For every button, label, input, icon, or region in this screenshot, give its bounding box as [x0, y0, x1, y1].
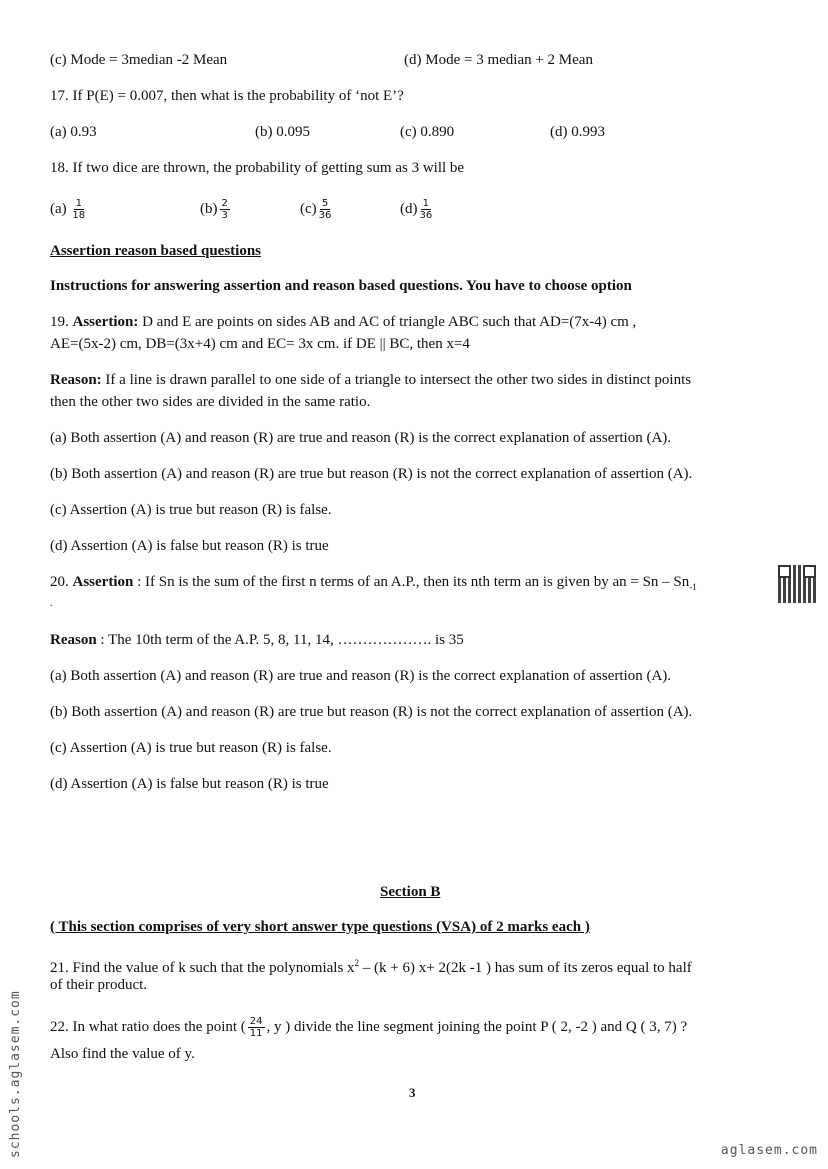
q20-assertion: 20. Assertion : If Sn is the sum of the first n terms of an A.P., then its nth term an is given by an = Sn – $Sn_{-1}$ [50, 574, 697, 592]
ar-instructions: Instructions for answering assertion and reason based questions. You have to choose option [50, 278, 632, 294]
fraction: $\frac{1}{36}$ [419, 198, 433, 221]
q19-assertion-2: AE=(5x-2) cm, DB=(3x+4) cm and EC= 3x cm. if DE || BC, then x=4 [50, 336, 470, 352]
fraction: $\frac{2}{3}$ [221, 198, 228, 221]
q17-option-a: (a) 0.93 [50, 124, 97, 140]
watermark-right: aglasem.com [720, 1143, 818, 1158]
q17-text: 17. If P(E) = 0.007, then what is the probability of ‘not E’? [50, 88, 404, 104]
q17-option-d: (d) 0.993 [550, 124, 605, 140]
q16-option-d: (d) Mode = 3 median + 2 Mean [404, 52, 593, 68]
section-b-subtitle: ( This section comprises of very short answer type questions (VSA) of 2 marks each ) [50, 919, 590, 935]
q20-option-c: (c) Assertion (A) is true but reason (R) is false. [50, 740, 332, 756]
q19-option-d: (d) Assertion (A) is false but reason (R) is true [50, 538, 329, 554]
ar-heading: Assertion reason based questions [50, 243, 262, 259]
fraction: $\frac{1}{18}$ [72, 198, 86, 221]
q18-option-a: (a) $\frac{1}{18}$ [50, 198, 86, 221]
qr-code-icon [778, 565, 816, 603]
q18-option-d: (d) $\frac{1}{36}$ [400, 198, 433, 221]
q19-reason-2: then the other two sides are divided in the same ratio. [50, 394, 371, 410]
page-number: 3 [409, 1085, 416, 1100]
q19-option-c: (c) Assertion (A) is true but reason (R) is false. [50, 502, 332, 518]
q19-option-a: (a) Both assertion (A) and reason (R) are true and reason (R) is the correct explanation of assertion (A). [50, 430, 672, 446]
q20-option-d: (d) Assertion (A) is false but reason (R) is true [50, 776, 329, 792]
q20-option-b: (b) Both assertion (A) and reason (R) are true but reason (R) is not the correct explanation of assertion (A). [50, 704, 693, 720]
q22-line-1: 22. In what ratio does the point ( $\frac{24}{11}$ , y ) divide the line segment joining the point P ( 2, -2 ) and Q ( 3, 7) ? [50, 1016, 688, 1039]
q18-option-c: (c) $\frac{5}{36}$ [300, 198, 332, 221]
watermark-left: schools.aglasem.com [8, 990, 23, 1158]
q18-option-b: (b) $\frac{2}{3}$ [200, 198, 228, 221]
q20-option-a: (a) Both assertion (A) and reason (R) are true and reason (R) is the correct explanation of assertion (A). [50, 668, 672, 684]
q21-line-1: 21. Find the value of k such that the polynomials $x^2 - (k + 6)$ x+ 2(2k -1 ) has sum of its zeros equal to half [50, 958, 692, 976]
q16-option-c: (c) Mode = 3median -2 Mean [50, 52, 228, 68]
section-b-title: Section B [380, 884, 441, 900]
q17-option-c: (c) 0.890 [400, 124, 455, 140]
q17-option-b: (b) 0.095 [255, 124, 310, 140]
q22-line-2: Also find the value of y. [50, 1046, 195, 1062]
q21-line-2: of their product. [50, 977, 148, 993]
q20-dot: . [50, 598, 53, 609]
q19-option-b: (b) Both assertion (A) and reason (R) are true but reason (R) is not the correct explanation of assertion (A). [50, 466, 693, 482]
q19-reason: Reason: If a line is drawn parallel to one side of a triangle to intersect the other two sides in distinct points [50, 372, 692, 388]
fraction: $\frac{24}{11}$ [249, 1016, 263, 1039]
fraction: $\frac{5}{36}$ [318, 198, 332, 221]
q19-assertion: 19. Assertion: D and E are points on sides AB and AC of triangle ABC such that AD=(7x-4) cm , [50, 314, 637, 330]
q18-text: 18. If two dice are thrown, the probability of getting sum as 3 will be [50, 160, 465, 176]
q20-reason: Reason : The 10th term of the A.P. 5, 8, 11, 14, ………………. is 35 [50, 632, 464, 648]
